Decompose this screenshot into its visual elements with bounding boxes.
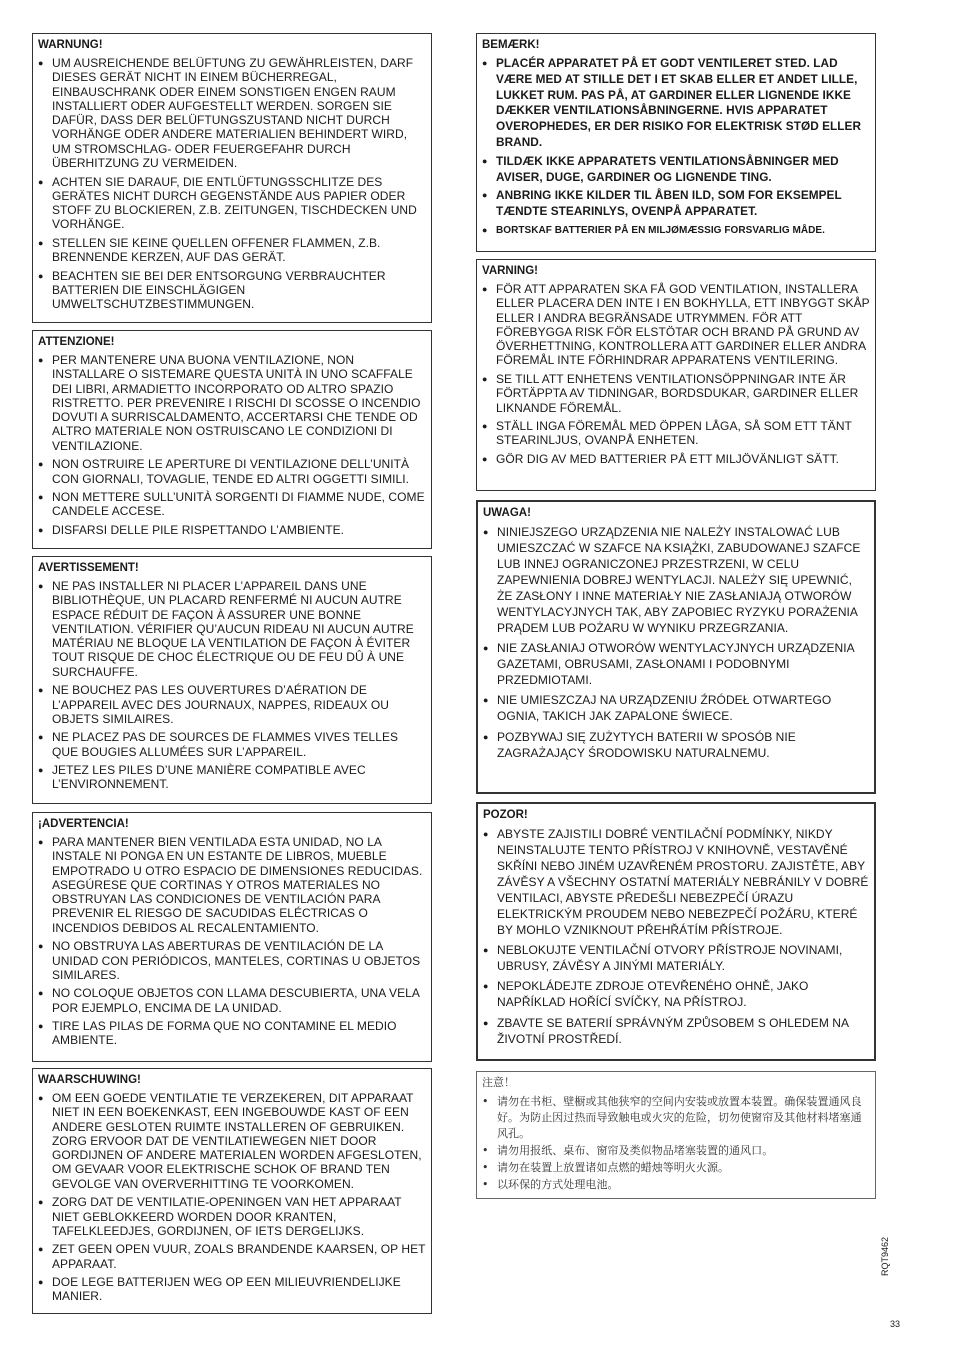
warning-box-it: [32, 330, 432, 549]
list-item: ● SE TILL ATT ENHETENS VENTILATIONSÖPPNINGAR INTE ÄR FÖRTÄPPTA AV TIDNINGAR, BORDSDUKAR, GARDINER ELLER LIKNANDE FÖREMÅL.: [482, 372, 870, 415]
list-item: ● ZORG DAT DE VENTILATIE-OPENINGEN VAN HET APPARAAT NIET GEBLOKKEERD WORDEN DOOR KRANTEN, TAFELKLEEDJES, GORDIJNEN, OF IETS DERGELIJKS.: [38, 1195, 426, 1238]
list-item: • 请勿在装置上放置诸如点燃的蜡烛等明火火源。: [482, 1160, 870, 1176]
warning-title: WARNUNG!: [38, 39, 103, 51]
list-item: ● ABYSTE ZAJISTILI DOBRÉ VENTILAČNÍ PODMÍNKY, NIKDY NEINSTALUJTE TENTO PŘÍSTROJ V KNIHOVNĚ, VESTAVĚNÉ SKŘÍNI NEBO JINÉM UZAVŘENÉM PROSTORU. ZAJISTĚTE, ABY ZÁVĚSY A VŠECHNY OSTATNÍ MATERIÁLY NEBRÁNILY V DOBRÉ VENTILACI, ABYSTE PŘEDEŠLI NEBEZPEČÍ ÚRAZU ELEKTRICKÝM PROUDEM NEBO NEBEZPEČÍ POŽÁRU, KTERÉ BY MOHLO VZNIKNOUT PŘEHŘÁTÍM PŘÍSTROJE.: [483, 826, 869, 938]
warning-list: [38, 56, 426, 312]
warning-box-cs: [476, 802, 876, 1061]
document-code: RQT9462: [880, 1236, 890, 1276]
list-item: ● NON METTERE SULL’UNITÀ SORGENTI DI FIAMME NUDE, COME CANDELE ACCESE.: [38, 490, 426, 519]
list-item: ● NEPOKLÁDEJTE ZDROJE OTEVŘENÉHO OHNĚ, JAKO NAPŘÍKLAD HOŘÍCÍ SVÍČKY, NA PŘÍSTROJ.: [483, 978, 869, 1010]
list-item: ● NO OBSTRUYA LAS ABERTURAS DE VENTILACIÓN DE LA UNIDAD CON PERIÓDICOS, MANTELES, CORTINAS U OBJETOS SIMILARES.: [38, 939, 426, 982]
list-item: ● PLACÉR APPARATET PÅ ET GODT VENTILERET STED. LAD VÆRE MED AT STILLE DET I ET SKAB ELLER ET ANDET LILLE, LUKKET RUM. PAS PÅ, AT GARDINER ELLER LIGNENDE IKKE DÆKKER VENTILATIONSÅBNINGERNE. HVIS APPARATET OVEROPHEDES, ER DER RISIKO FOR ELEKTRISK STØD ELLER BRAND.: [482, 56, 870, 151]
list-item: ● TILDÆK IKKE APPARATETS VENTILATIONSÅBNINGER MED AVISER, DUGE, GARDINER OG LIGNENDE TING.: [482, 154, 870, 186]
list-item: • 请勿在书柜、壁橱或其他狭窄的空间内安装或放置本装置。确保装置通风良好。为防止因过热而导致触电或火灾的危险，切勿使窗帘及其他材料堵塞通风孔。: [482, 1094, 870, 1142]
list-item: ● PARA MANTENER BIEN VENTILADA ESTA UNIDAD, NO LA INSTALE NI PONGA EN UN ESTANTE DE LIBROS, MUEBLE EMPOTRADO U OTRO ESPACIO DE DIMENSIONES REDUCIDAS. ASEGÚRESE QUE CORTINAS Y OTROS MATERIALES NO OBSTRUYAN LAS CONDICIONES DE VENTILACIÓN PARA PREVENIR EL RIESGO DE SACUDIDAS ELÉCTRICAS O INCENDIOS DEBIDOS AL RECALENTAMIENTO.: [38, 835, 426, 935]
warning-box-nl: [32, 1068, 432, 1314]
list-item: ● ZBAVTE SE BATERIÍ SPRÁVNÝM ZPŮSOBEM S OHLEDEM NA ŽIVOTNÍ PROSTŘEDÍ.: [483, 1015, 869, 1047]
warning-list: [38, 353, 426, 537]
list-item: ● STÄLL INGA FÖREMÅL MED ÖPPEN LÅGA, SÅ SOM ETT TÄNT STEARINLJUS, OVANPÅ ENHETEN.: [482, 419, 870, 448]
list-item: • 请勿用报纸、桌布、窗帘及类似物品堵塞装置的通风口。: [482, 1143, 870, 1159]
warning-title: ¡ADVERTENCIA!: [38, 818, 129, 830]
list-item: ● ZET GEEN OPEN VUUR, ZOALS BRANDENDE KAARSEN, OP HET APPARAAT.: [38, 1242, 426, 1271]
list-item: ● NE PAS INSTALLER NI PLACER L’APPAREIL DANS UNE BIBLIOTHÈQUE, UN PLACARD RENFERMÉ NI AUCUN AUTRE ESPACE RÉDUIT DE FAÇON À ASSURER UNE BONNE VENTILATION. VÉRIFIER QU’AUCUN RIDEAU NI AUCUN AUTRE MATÉRIAU NE BLOQUE LA VENTILATION DE FAÇON À ÉVITER TOUT RISQUE DE CHOC ÉLECTRIQUE OU DE FEU DÛ À UNE SURCHAUFFE.: [38, 579, 426, 679]
list-item: ● UM AUSREICHENDE BELÜFTUNG ZU GEWÄHRLEISTEN, DARF DIESES GERÄT NICHT IN EINEM BÜCHERREGAL, EINBAUSCHRANK ODER EINEM SONSTIGEN ENGEN RAUM INSTALLIERT ODER AUFGESTELLT WERDEN. SORGEN SIE DAFÜR, DASS DER BELÜFTUNGSZUSTAND NICHT DURCH VORHÄNGE ODER ANDERE MATERIALIEN BEHINDERT WIRD, UM STROMSCHLAG- ODER FEUERGEFAHR DURCH ÜBERHITZUNG ZU VERMEIDEN.: [38, 56, 426, 170]
list-item: ● NINIEJSZEGO URZĄDZENIA NIE NALEŻY INSTALOWAĆ LUB UMIESZCZAĆ W SZAFCE NA KSIĄŻKI, ZABUDOWANEJ SZAFCE LUB INNEJ OGRANICZONEJ PRZESTRZENI, W CELU ZAPEWNIENIA DOBREJ WENTYLACJI. NALEŻY SIĘ UPEWNIĆ, ŻE ZASŁONY I INNE MATERIAŁY NIE ZASŁANIAJĄ OTWORÓW WENTYLACYJNYCH TAK, ABY ZAPOBIEC RYZYKU PORAŻENIA PRĄDEM LUB POŻARU W WYNIKU PRZEGRZANIA.: [483, 524, 869, 636]
warning-list: [482, 1094, 870, 1193]
list-item: ● GÖR DIG AV MED BATTERIER PÅ ETT MILJÖVÄNLIGT SÄTT.: [482, 452, 870, 466]
warning-list: [38, 579, 426, 792]
warning-box-es: [32, 812, 432, 1062]
list-item: ● OM EEN GOEDE VENTILATIE TE VERZEKEREN, DIT APPARAAT NIET IN EEN BOEKENKAST, EEN INGEBOUWDE KAST OF EEN ANDERE GESLOTEN RUIMTE INSTALLEREN OF GEBRUIKEN. ZORG ERVOOR DAT DE VENTILATIEWEGEN NIET DOOR GORDIJNEN OF ANDERE MATERIALEN WORDEN AFGESLOTEN, OM GEVAAR VOOR ELEKTRISCHE SCHOK OF BRAND TEN GEVOLGE VAN OVERVERHITTING TE VOORKOMEN.: [38, 1091, 426, 1191]
warning-title: VARNING!: [482, 265, 539, 277]
list-item: ● NE PLACEZ PAS DE SOURCES DE FLAMMES VIVES TELLES QUE BOUGIES ALLUMÉES SUR L’APPAREIL.: [38, 730, 426, 759]
warning-list: [482, 282, 870, 466]
warning-list: [483, 524, 869, 761]
list-item: ● NEBLOKUJTE VENTILAČNÍ OTVORY PŘÍSTROJE NOVINAMI, UBRUSY, ZÁVĚSY A JINÝMI MATERIÁLY.: [483, 942, 869, 974]
list-item: ● FÖR ATT APPARATEN SKA FÅ GOD VENTILATION, INSTALLERA ELLER PLACERA DEN INTE I EN BOKHYLLA, ETT INBYGGT SKÅP ELLER I ANDRA BEGRÄNSADE UTRYMMEN. FÖR ATT FÖREBYGGA RISK FÖR ELSTÖTAR OCH BRAND PÅ GRUND AV ÖVERHETTNING, KONTROLLERA ATT GARDINER ELLER ANDRA FÖREMÅL INTE FÖRHINDRAR APPARATENS VENTILERING.: [482, 282, 870, 368]
warning-title: WAARSCHUWING!: [38, 1074, 141, 1086]
warning-box-de: [32, 33, 432, 323]
list-item: ● JETEZ LES PILES D’UNE MANIÈRE COMPATIBLE AVEC L’ENVIRONNEMENT.: [38, 763, 426, 792]
page-number: 33: [890, 1319, 901, 1329]
list-item: ● NIE UMIESZCZAJ NA URZĄDZENIU ŹRÓDEŁ OTWARTEGO OGNIA, TAKICH JAK ZAPALONE ŚWIECE.: [483, 692, 869, 724]
warning-box-sv: [476, 259, 876, 491]
warning-box-da: [476, 33, 876, 252]
warning-list: [482, 56, 870, 239]
warning-title: 注意！: [482, 1076, 515, 1089]
list-item: ● ACHTEN SIE DARAUF, DIE ENTLÜFTUNGSSCHLITZE DES GERÄTES NICHT DURCH GEGENSTÄNDE AUS PAPIER ODER STOFF ZU BLOCKIEREN, Z.B. ZEITUNGEN, TISCHDECKEN UND VORHÄNGE.: [38, 175, 426, 232]
list-item: ● BEACHTEN SIE BEI DER ENTSORGUNG VERBRAUCHTER BATTERIEN DIE EINSCHLÄGIGEN UMWELTSCHUTZBESTIMMUNGEN.: [38, 269, 426, 312]
warning-list: [38, 1091, 426, 1304]
list-item: ● POZBYWAJ SIĘ ZUŻYTYCH BATERII W SPOSÓB NIE ZAGRAŻAJĄCY ŚRODOWISKU NATURALNEMU.: [483, 729, 869, 761]
warning-box-zh: [476, 1071, 876, 1199]
warning-list: [38, 835, 426, 1048]
warning-title: BEMÆRK!: [482, 39, 540, 51]
list-item: • 以环保的方式处理电池。: [482, 1177, 870, 1193]
warning-box-pl: [476, 500, 876, 794]
warning-list: [483, 826, 869, 1047]
warning-title: ATTENZIONE!: [38, 336, 115, 348]
list-item: ● NO COLOQUE OBJETOS CON LLAMA DESCUBIERTA, UNA VELA POR EJEMPLO, ENCIMA DE LA UNIDAD.: [38, 986, 426, 1015]
list-item: ● PER MANTENERE UNA BUONA VENTILAZIONE, NON INSTALLARE O SISTEMARE QUESTA UNITÀ IN UNO SCAFFALE DEI LIBRI, ARMADIETTO INCORPORATO OD ALTRO SPAZIO RISTRETTO. PER PREVENIRE I RISCHI DI SCOSSE O INCENDIO DOVUTI A SURRISCALDAMENTO, ACCERTARSI CHE TENDE OD ALTRO MATERIALE NON OSTRUISCANO LE CONDIZIONI DI VENTILAZIONE.: [38, 353, 426, 453]
warning-title: AVERTISSEMENT!: [38, 562, 139, 574]
list-item: ● BORTSKAF BATTERIER PÅ EN MILJØMÆSSIG FORSVARLIG MÅDE.: [482, 223, 870, 239]
list-item: ● NIE ZASŁANIAJ OTWORÓW WENTYLACYJNYCH URZĄDZENIA GAZETAMI, OBRUSAMI, ZASŁONAMI I PODOBNYMI PRZEDMIOTAMI.: [483, 640, 869, 688]
warning-box-fr: [32, 556, 432, 804]
list-item: ● STELLEN SIE KEINE QUELLEN OFFENER FLAMMEN, Z.B. BRENNENDE KERZEN, AUF DAS GERÄT.: [38, 236, 426, 265]
list-item: ● TIRE LAS PILAS DE FORMA QUE NO CONTAMINE EL MEDIO AMBIENTE.: [38, 1019, 426, 1048]
list-item: ● ANBRING IKKE KILDER TIL ÅBEN ILD, SOM FOR EKSEMPEL TÆNDTE STEARINLYS, OVENPÅ APPARATET.: [482, 188, 870, 220]
list-item: ● DISFARSI DELLE PILE RISPETTANDO L’AMBIENTE.: [38, 523, 426, 537]
warning-title: POZOR!: [483, 809, 528, 821]
list-item: ● DOE LEGE BATTERIJEN WEG OP EEN MILIEUVRIENDELIJKE MANIER.: [38, 1275, 426, 1304]
list-item: ● NE BOUCHEZ PAS LES OUVERTURES D’AÉRATION DE L’APPAREIL AVEC DES JOURNAUX, NAPPES, RIDEAUX OU OBJETS SIMILAIRES.: [38, 683, 426, 726]
list-item: ● NON OSTRUIRE LE APERTURE DI VENTILAZIONE DELL’UNITÀ CON GIORNALI, TOVAGLIE, TENDE ED ALTRI OGGETTI SIMILI.: [38, 457, 426, 486]
warning-title: UWAGA!: [483, 507, 531, 519]
